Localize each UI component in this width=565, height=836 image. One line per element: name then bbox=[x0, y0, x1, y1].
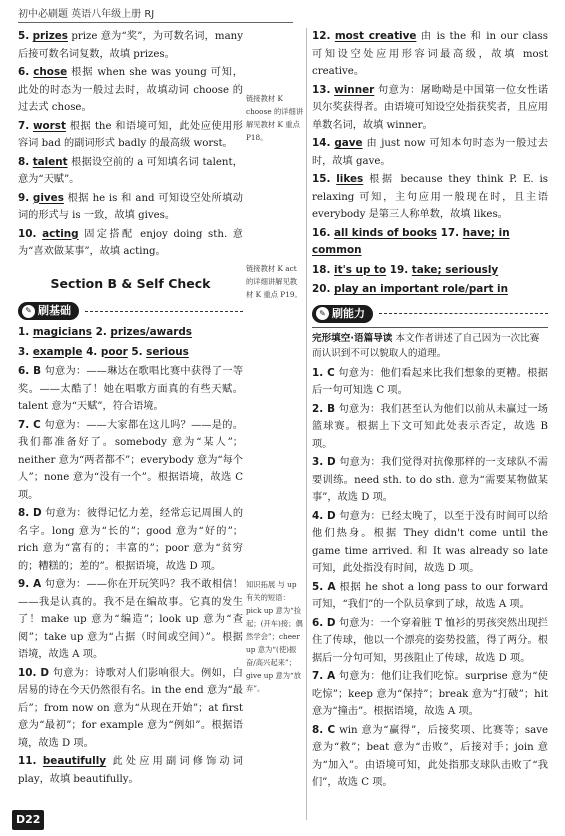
answer-item bbox=[312, 171, 548, 224]
intro-label: 完形填空·语篇导读 bbox=[312, 332, 393, 344]
answer-number: 7. C bbox=[18, 418, 41, 431]
pen-icon: ✎ bbox=[316, 307, 329, 320]
answer-word: serious bbox=[146, 345, 189, 358]
answer-word: winner bbox=[334, 83, 375, 96]
answer-word: have; in common bbox=[312, 226, 510, 256]
right-phrase-answers bbox=[312, 225, 548, 299]
answer-item bbox=[18, 417, 243, 505]
answer-explanation: 固定搭配 enjoy doing sth. 意为“喜欢做某事”，故填 acting。 bbox=[18, 228, 243, 257]
answer-explanation: 句意为：我们觉得对抗像那样的一支球队不需要训练。need sth. to do sth. 意为“需要某物做某事”，故选 D 项。 bbox=[312, 457, 548, 503]
answer-explanation: 由 just now 可知本句时态为一般过去时，故填 gave。 bbox=[312, 138, 548, 167]
answer-number: 6. D bbox=[312, 616, 336, 629]
basic-answers bbox=[18, 324, 243, 361]
answer-number: 6. B bbox=[18, 365, 42, 377]
answer-number: 11. bbox=[18, 755, 37, 767]
left-main-answers bbox=[18, 363, 243, 788]
answer-item bbox=[312, 82, 548, 135]
answer-number: 3. D bbox=[312, 456, 336, 468]
answer-explanation: 句意为：我们甚至认为他们以前从未赢过一场篮球赛。根据上下文可知此处表示否定，故选 B 项。 bbox=[312, 403, 548, 450]
answer-item bbox=[18, 190, 243, 225]
answer-number: 16. bbox=[312, 226, 331, 239]
answer-number: 7. bbox=[18, 119, 30, 132]
answer-number: 7. A bbox=[312, 670, 336, 682]
section-title: Section B & Self Check bbox=[50, 275, 211, 291]
ability-badge-label: 刷能力 bbox=[332, 306, 365, 320]
dashed-divider bbox=[379, 313, 548, 314]
reading-intro bbox=[312, 327, 548, 361]
answer-explanation: 根据设空前的 a 可知填名词 talent，意为“天赋”。 bbox=[18, 156, 243, 185]
answer-number: 13. bbox=[312, 83, 331, 96]
answer-item bbox=[18, 363, 243, 416]
answer-explanation: 根据 because they think P. E. is relaxing 可知，主句应用一般现在时，且主语 everybody 是第三人称单数，故填 likes。 bbox=[312, 174, 548, 220]
answer-item bbox=[312, 668, 548, 721]
answer-word: worst bbox=[32, 119, 66, 132]
ability-badge-row bbox=[312, 305, 548, 323]
answer-line bbox=[18, 344, 243, 362]
answer-explanation: 句意为：诗歌对人们影响很大。例如，白居易的诗在今天仍然很有名。in the end 意为“最后”；from now on 意为“从现在开始”；at first 意为“最初”；for example 意为“例如”。根据语境，故选 D 项。 bbox=[18, 667, 243, 749]
answer-explanation: 句意为：——大家都在这儿吗？——是的。我们都准备好了。somebody 意为“某人”；neither 意为“两者都不”；everybody 意为“每个人”；none 意为“没有一个”。根据语境，故选 C 项。 bbox=[18, 419, 243, 501]
answer-number: 1. bbox=[18, 326, 30, 338]
answer-word: example bbox=[32, 345, 83, 358]
answer-number: 10. bbox=[18, 227, 37, 240]
answer-item bbox=[18, 576, 243, 664]
answer-item bbox=[312, 579, 548, 614]
answer-item bbox=[18, 226, 243, 261]
answer-number: 17. bbox=[440, 226, 460, 239]
answer-item bbox=[312, 28, 548, 81]
answer-item bbox=[312, 365, 548, 400]
answer-explanation: 句意为：屠呦呦是中国第一位女性诺贝尔奖获得者。由语境可知设空处指获奖者，且应用单数名词，故填 winner。 bbox=[312, 84, 549, 131]
page-header bbox=[0, 0, 565, 30]
answer-explanation: 根据 he is 和 and 可知设空处所填动词的形式与 is 一致，故填 gives。 bbox=[18, 192, 243, 221]
answer-word: it's up to bbox=[334, 263, 387, 276]
answer-number: 4. bbox=[86, 345, 98, 358]
answer-item bbox=[18, 154, 243, 189]
right-top-answers bbox=[312, 28, 548, 224]
answer-number: 9. bbox=[18, 191, 30, 204]
pen-icon: ✎ bbox=[22, 305, 35, 318]
answer-number: 12. bbox=[312, 30, 331, 42]
dashed-divider bbox=[85, 311, 243, 312]
answer-word: prizes bbox=[32, 30, 68, 42]
left-top-answers bbox=[18, 28, 243, 261]
answer-word: poor bbox=[100, 345, 128, 358]
answer-word: likes bbox=[336, 173, 364, 185]
basic-badge-row bbox=[18, 302, 243, 320]
gutter-note-3: 知识拓展 与 up 有关的短语：pick up 意为“捡起；(开车)接；偶然学会”；cheer up 意为“(使)振奋/高兴起来”；give up 意为“放弃”。 bbox=[246, 580, 303, 693]
answer-explanation: 根据 the 和语境可知，此处应使用形容词 bad 的副词形式 badly 的最高级 worst。 bbox=[18, 120, 243, 149]
answer-number: 8. C bbox=[312, 723, 336, 736]
answer-explanation: 此处应用副词修饰动词 play，故填 beautifully。 bbox=[18, 756, 243, 785]
answer-number: 6. bbox=[18, 66, 30, 78]
header-title: 初中必刷题 英语八年级上册 RJ bbox=[18, 9, 155, 20]
answer-explanation: win 意为“赢得”，后接奖项、比赛等；save 意为“救”；beat 意为“击败”，后接对手；join 意为“加入”。由语境可知，此处指那支球队击败了“我们”，故选 C 项。 bbox=[312, 724, 549, 788]
answer-item bbox=[18, 753, 243, 788]
answer-number: 5. A bbox=[312, 580, 336, 593]
answer-explanation: 句意为：一个穿着脏 T 恤衫的男孩突然出现拦住了传球，他以一个漂亮的姿势投篮，得了两分。根据后一分句可知，男孩阻止了传球，故选 D 项。 bbox=[312, 617, 548, 664]
answer-number: 4. D bbox=[312, 509, 336, 522]
answer-explanation: 句意为：——琳达在歌唱比赛中获得了一等奖。——太酷了！她在唱歌方面真的有些天赋。talent 意为“天赋”，符合语境。 bbox=[18, 366, 244, 412]
answer-word: chose bbox=[33, 66, 68, 78]
answer-item bbox=[312, 508, 548, 578]
ability-badge bbox=[312, 305, 373, 323]
basic-badge-label: 刷基础 bbox=[38, 304, 71, 318]
answer-item bbox=[18, 665, 243, 753]
answer-word: prizes/awards bbox=[110, 326, 192, 338]
answer-number: 15. bbox=[312, 173, 331, 185]
answer-word: gives bbox=[32, 191, 64, 204]
answer-word: talent bbox=[32, 155, 68, 168]
answer-explanation: prize 意为“奖”，为可数名词，many 后接可数名词复数，故填 prizes。 bbox=[18, 31, 243, 60]
answer-item bbox=[312, 454, 548, 507]
answer-explanation: 句意为：——你在开玩笑吗？我不敢相信！——我是认真的。我不是在编故事。它真的发生了！make up 意为“编造”；look up 意为“查阅”；take up 意为“占据（时间或空间）”。根据语境，故选 A 项。 bbox=[18, 579, 243, 660]
answer-explanation: 句意为：他们让我们吃惊。surprise 意为“使吃惊”；keep 意为“保持”；break 意为“打破”；hit 意为“撞击”。根据语境，故选 A 项。 bbox=[312, 671, 548, 717]
answer-word: magicians bbox=[32, 326, 92, 338]
intro-text: 本文作者讲述了自己因为一次比赛而认识到不可以貌取人的道理。 bbox=[312, 332, 540, 359]
answer-item bbox=[312, 135, 548, 170]
left-column bbox=[18, 28, 243, 789]
answer-item bbox=[18, 118, 243, 153]
page-number: D22 bbox=[12, 810, 44, 830]
answer-number: 2. bbox=[95, 326, 107, 338]
answer-item bbox=[312, 401, 548, 454]
answer-number: 19. bbox=[389, 263, 409, 276]
answer-number: 9. A bbox=[18, 578, 42, 590]
column-divider bbox=[306, 28, 307, 820]
answer-word: play an important role/part in bbox=[334, 283, 508, 295]
answer-word: beautifully bbox=[42, 755, 107, 767]
header-divider bbox=[18, 22, 293, 23]
answer-line bbox=[18, 324, 243, 342]
answer-explanation: 句意为：彼得记忆力差，经常忘记周围人的名字。long 意为“长的”；good 意为“好的”；rich 意为“富有的；丰富的”；poor 意为“贫穷的；糟糕的；差的”。根据语境，故选 D 项。 bbox=[18, 508, 244, 572]
answer-explanation: 句意为：已经太晚了，以至于没有时间可以给他们热身。根据 They didn't come until the game time arrived. 和 It was already so late 可知，此处指没有时间，故选 D 项。 bbox=[312, 510, 548, 574]
answer-explanation: 根据 he shot a long pass to our forward 可知，“我们”的一个队员拿到了球，故选 A 项。 bbox=[312, 581, 548, 610]
answer-explanation: 根据 when she was young 可知，此处的时态为一般过去时，故填动词 choose 的过去式 chose。 bbox=[18, 67, 243, 113]
answer-line bbox=[312, 281, 548, 299]
answer-item bbox=[312, 722, 548, 792]
answer-number: 5. bbox=[18, 30, 30, 42]
answer-line bbox=[312, 225, 548, 260]
answer-word: all kinds of books bbox=[334, 226, 437, 239]
answer-word: take; seriously bbox=[411, 263, 499, 276]
answer-number: 8. bbox=[18, 155, 30, 168]
answer-item bbox=[18, 28, 243, 63]
right-column bbox=[312, 28, 548, 793]
right-main-answers bbox=[312, 365, 548, 792]
answer-item bbox=[312, 615, 548, 668]
answer-word: gave bbox=[334, 137, 363, 149]
gutter-note-1: 链接教材 K choose 的详细讲解见教材 K 重点 P18。 bbox=[246, 94, 304, 142]
answer-word: acting bbox=[42, 227, 79, 240]
answer-item bbox=[18, 505, 243, 575]
answer-number: 14. bbox=[312, 137, 331, 149]
answer-number: 8. D bbox=[18, 507, 42, 519]
answer-word: most creative bbox=[334, 30, 417, 42]
answer-explanation: 由 is the 和 in our class 可知设空处应用形容词最高级，故填 most creative。 bbox=[312, 31, 548, 77]
answer-line bbox=[312, 262, 548, 280]
answer-number: 1. C bbox=[312, 366, 335, 379]
answer-number: 3. bbox=[18, 345, 30, 358]
answer-explanation: 句意为：他们看起来比我们想象的更糟。根据后一句可知选 C 项。 bbox=[312, 367, 548, 396]
answer-number: 2. B bbox=[312, 402, 336, 415]
answer-item bbox=[18, 64, 243, 117]
answer-number: 5. bbox=[131, 345, 143, 358]
gutter-note-2: 链接教材 K act 的详细讲解见教材 K 重点 P19。 bbox=[246, 264, 302, 299]
answer-number: 10. D bbox=[18, 666, 50, 679]
answer-number: 18. bbox=[312, 263, 331, 276]
answer-number: 20. bbox=[312, 283, 331, 295]
basic-badge bbox=[18, 302, 79, 320]
